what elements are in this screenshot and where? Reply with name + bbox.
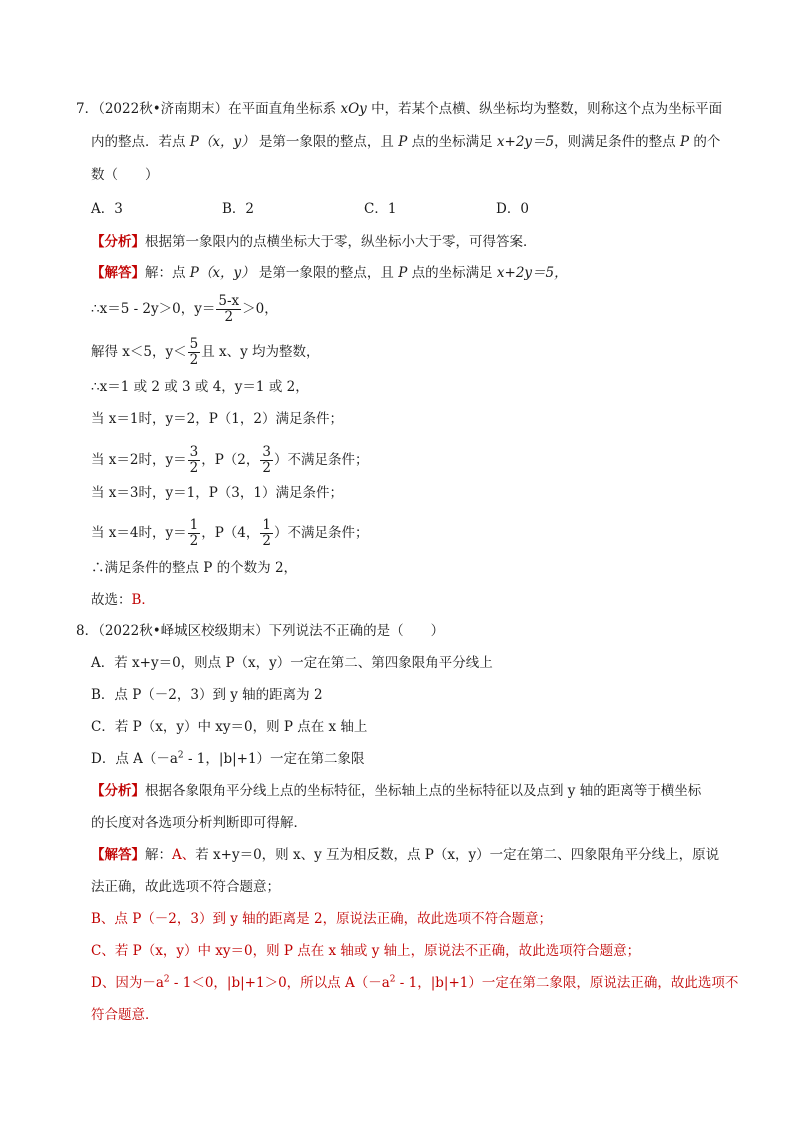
q8-answer-a-line2: 法正确，故此选项不符合题意； bbox=[91, 879, 280, 895]
q8-answer-a-line1: 【解答】解：A、若 x+y＝0，则 x、y 互为相反数，点 P（x，y）一定在第二、四象限角平分线上，原说 bbox=[91, 847, 720, 863]
q8-answer-d-line1: D、因为$-a^2 - 1<0$，|b|+1＞0，所以点 $A(-a^2 - 1$，|b|+1）一定在第二象限，原说法正确，故此选项不 bbox=[91, 974, 739, 991]
q8-analysis-line1: 【分析】根据各象限角平分线上点的坐标特征，坐标轴上点的坐标特征以及点到 y 轴的距离等于横坐标 bbox=[91, 783, 702, 799]
q7-option-c: C．1 bbox=[364, 201, 397, 217]
q7-option-d: D．0 bbox=[496, 201, 529, 217]
analysis-label: 【分析】 bbox=[91, 234, 145, 250]
q7-step1: ∴x＝5 - 2y＞0，y＝ $\frac{5-x}{2}$ ＞0， bbox=[91, 293, 278, 325]
fraction: $\frac{3}{2}$ bbox=[262, 444, 271, 476]
q7-step5: 当 x＝2时，y＝ $\frac{3}{2}$ ，P（2， $\frac{3}{2}$ ）不满足条件； bbox=[91, 444, 369, 476]
q7-answer-intro: 【解答】解：点 P（x，y） 是第一象限的整点，且 P 点的坐标满足 x+2y＝5， bbox=[91, 265, 568, 281]
q7-stem-line1: 7．（2022秋•济南期末）在平面直角坐标系 xOy 中，若某个点横、纵坐标均为整数，则称这个点为坐标平面 bbox=[76, 101, 723, 117]
q8-analysis-line2: 的长度对各选项分析判断即可得解． bbox=[91, 815, 307, 831]
q7-stem-line3: 数（ ） bbox=[91, 167, 159, 183]
q8-answer-d-line2: 符合题意． bbox=[91, 1007, 159, 1023]
answer-label: 【解答】 bbox=[91, 847, 145, 863]
fraction: $\frac{1}{2}$ bbox=[189, 517, 199, 549]
fraction: $\frac{5-x}{2}$ bbox=[218, 293, 240, 325]
fraction: $\frac{5}{2}$ bbox=[189, 336, 199, 368]
q8-option-a: A．若 x+y＝0，则点 P（x，y）一定在第二、第四象限角平分线上 bbox=[91, 655, 493, 671]
q8-stem: 8．（2022秋•峄城区校级期末）下列说法不正确的是（ ） bbox=[76, 623, 445, 639]
q7-step8: ∴满足条件的整点 P 的个数为 2， bbox=[91, 560, 298, 576]
q7-step6: 当 x＝3时，y＝1，P（3，1）满足条件； bbox=[91, 485, 343, 501]
q8-answer-c: C、若 P（x，y）中 xy＝0，则 P 点在 x 轴或 y 轴上，原说法不正确，故此选项符合题意； bbox=[91, 943, 641, 959]
q7-step4: 当 x＝1时，y＝2，P（1，2）满足条件； bbox=[91, 411, 343, 427]
q7-option-b: B．2 bbox=[222, 201, 255, 217]
q7-analysis: 【分析】根据第一象限内的点横坐标大于零，纵坐标小大于零，可得答案． bbox=[91, 234, 537, 250]
analysis-label: 【分析】 bbox=[91, 783, 145, 799]
q8-option-d: D．点 $A(-a^2 - 1$，|b|+1）一定在第二象限 bbox=[91, 750, 365, 767]
q7-step2: 解得 x＜5，y＜ $\frac{5}{2}$ 且 x、y 均为整数， bbox=[91, 336, 320, 368]
answer-label: 【解答】 bbox=[91, 265, 145, 281]
q8-option-c: C．若 P（x，y）中 xy＝0，则 P 点在 x 轴上 bbox=[91, 719, 368, 735]
q7-final-choice: 故选：B． bbox=[91, 592, 155, 608]
q8-option-b: B．点 P（－2，3）到 y 轴的距离为 2 bbox=[91, 687, 323, 703]
q8-answer-b: B、点 P（－2，3）到 y 轴的距离是 2，原说法正确，故此选项不符合题意； bbox=[91, 911, 553, 927]
q7-step7: 当 x＝4时，y＝ $\frac{1}{2}$ ，P（4， $\frac{1}{2}$ ）不满足条件； bbox=[91, 517, 369, 549]
q7-stem-line2: 内的整点．若点 P（x，y） 是第一象限的整点，且 P 点的坐标满足 x+2y＝5，则满足条件的整点 P 的个 bbox=[91, 134, 721, 150]
fraction: $\frac{3}{2}$ bbox=[189, 444, 199, 476]
q7-option-a: A．3 bbox=[91, 201, 123, 217]
fraction: $\frac{1}{2}$ bbox=[262, 517, 271, 549]
q7-step3: ∴x＝1 或 2 或 3 或 4，y＝1 或 2， bbox=[91, 379, 309, 395]
